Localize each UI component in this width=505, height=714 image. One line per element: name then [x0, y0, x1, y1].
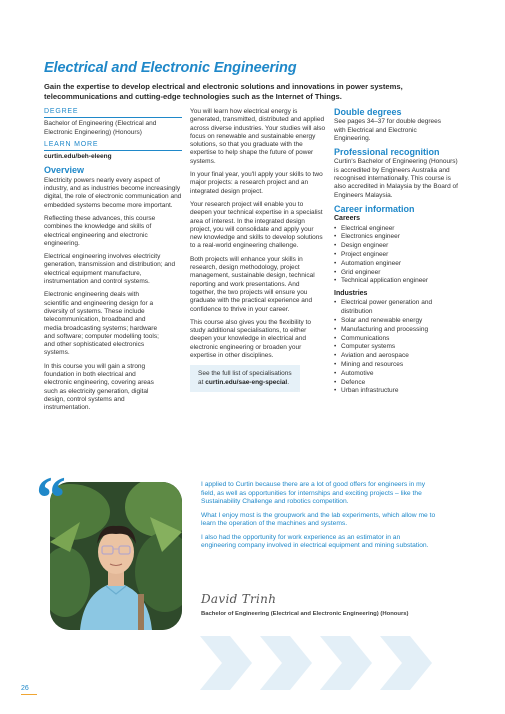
middle-column [190, 108, 326, 392]
list-item: • Design engineer [334, 242, 464, 251]
page-number-rule [21, 694, 37, 695]
quote-paragraph: I applied to Curtin because there are a lot of good offers for engineers in my field, as well as opportunities for internships and exciting projects – like the Sustainability Challenge and robotics competition. [201, 481, 426, 505]
list-item: • Technical application engineer [334, 277, 464, 286]
body-paragraph: This course also gives you the flexibility to study additional specialisations, to either deepen your knowledge in electrical and electronic engineering or broaden your expertise in other disciplines. [190, 318, 312, 360]
double-degrees-heading: Double degrees [334, 107, 402, 117]
list-item: • Solar and renewable energy [334, 317, 464, 326]
quote-mark: “ [36, 465, 66, 531]
specialisations-text: See the full list of specialisations at [198, 370, 292, 386]
list-item: • Defence [334, 379, 464, 388]
list-item: • Urban infrastructure [334, 387, 464, 396]
list-item: • Automation engineer [334, 260, 464, 269]
list-item: • Computer systems [334, 343, 464, 352]
specialisations-callout [190, 365, 300, 392]
body-paragraph: Both projects will enhance your skills in research, design methodology, project management, sustainable design, technical reporting and work presentations. And together, the two projects will ensure you graduate with the practical experience and confidence to thrive in your career. [190, 255, 315, 313]
list-item: • Automotive [334, 370, 464, 379]
student-photo-illustration [50, 482, 182, 630]
learn-more-label: LEARN MORE [44, 140, 99, 148]
page-title: Electrical and Electronic Engineering [44, 60, 297, 76]
list-item: • Manufacturing and processing [334, 326, 464, 335]
body-paragraph: In your final year, you'll apply your skills to two major projects: a research project and an integrated design project. [190, 171, 323, 195]
testimonial-degree: Bachelor of Engineering (Electrical and Electronic Engineering) (Honours) [201, 611, 409, 617]
quote-paragraph: I also had the opportunity for work experience as an estimator in an engineering company involved in electrical equipment and mining substation. [201, 533, 429, 549]
careers-list [334, 225, 464, 287]
overview-heading: Overview [44, 165, 85, 176]
divider [44, 117, 182, 118]
page-number: 26 [21, 685, 29, 692]
body-paragraph: Your research project will enable you to deepen your technical expertise in a specialist area of interest. In the integrated design project, you will consolidate and apply your new knowledge and skills to develop solutions to a real-world engineering challenge. [190, 200, 323, 250]
signature: David Trinh [201, 592, 277, 606]
overview-paragraph: Reflecting these advances, this course combines the knowledge and skills of electrical engineering and electronic engineering. [44, 214, 156, 247]
left-column [44, 108, 182, 418]
list-item: • Aviation and aerospace [334, 352, 464, 361]
student-photo [50, 482, 182, 630]
industries-list [334, 299, 464, 396]
specialisations-link[interactable]: curtin.edu/sae-eng-special [205, 378, 288, 386]
overview-paragraph: Electronic engineering deals with scientific and engineering design for a diversity of systems. These include telecommunication, broadband and media broadcasting systems; hardware and software; computer modelling tools; and other sophisticated electronics systems. [44, 291, 159, 357]
list-item: • Project engineer [334, 251, 464, 260]
degree-label: DEGREE [44, 108, 79, 115]
right-column [334, 108, 464, 396]
industries-heading: Industries [334, 290, 368, 298]
body-paragraph: You will learn how electrical energy is generated, transmitted, distributed and applied across diverse industries. Your studies will also focus on renewable and sustainable energy solutions, so that you graduate with the expertise to help shape the future of power systems. [190, 108, 326, 165]
learn-more-link[interactable]: curtin.edu/beh-eleeng [44, 153, 112, 161]
list-item: • Electrical power generation and distribution [334, 299, 464, 317]
degree-name: Bachelor of Engineering (Electrical and Electronic Engineering) (Honours) [44, 120, 157, 136]
overview-paragraph: Electricity powers nearly every aspect of industry, and as industries become increasingly digital, the role of electronic communication and embedded systems become more important. [44, 176, 182, 209]
list-item: • Electronics engineer [334, 233, 464, 242]
double-degrees-text: See pages 34–37 for double degrees with Electrical and Electronic Engineering. [334, 118, 441, 142]
list-item: • Mining and resources [334, 361, 464, 370]
list-item: • Electrical engineer [334, 225, 464, 234]
recognition-text: Curtin's Bachelor of Engineering (Honours) is accredited by Engineers Australia and recognised internationally. This course is also accredited in Malaysia by the Board of Engineers Malaysia. [334, 158, 458, 199]
divider [44, 150, 182, 151]
list-item: • Communications [334, 335, 464, 344]
overview-paragraph: Electrical engineering involves electricity generation, transmission and distribution; and electrical equipment manufacture, instrumentation and control systems. [44, 253, 176, 286]
careers-heading: Careers [334, 215, 361, 223]
specialisations-end: . [287, 378, 290, 386]
testimonial-quote [201, 481, 436, 556]
list-item: • Grid engineer [334, 269, 464, 278]
recognition-heading: Professional recognition [334, 147, 440, 158]
overview-paragraph: In this course you will gain a strong foundation in both electrical and electronic engineering, covering areas such as electricity generation, digital design, control systems and instrumentation. [44, 362, 154, 412]
decorative-chevrons [190, 632, 470, 694]
quote-paragraph: What I enjoy most is the groupwork and the lab experiments, which allow me to learn the operation of the machines and systems. [201, 511, 436, 527]
intro-text: Gain the expertise to develop electrical and electronic solutions and innovations in power systems, telecommunications and cutting-edge technologies such as the Internet of Things. [44, 82, 403, 101]
career-heading: Career information [334, 203, 415, 214]
